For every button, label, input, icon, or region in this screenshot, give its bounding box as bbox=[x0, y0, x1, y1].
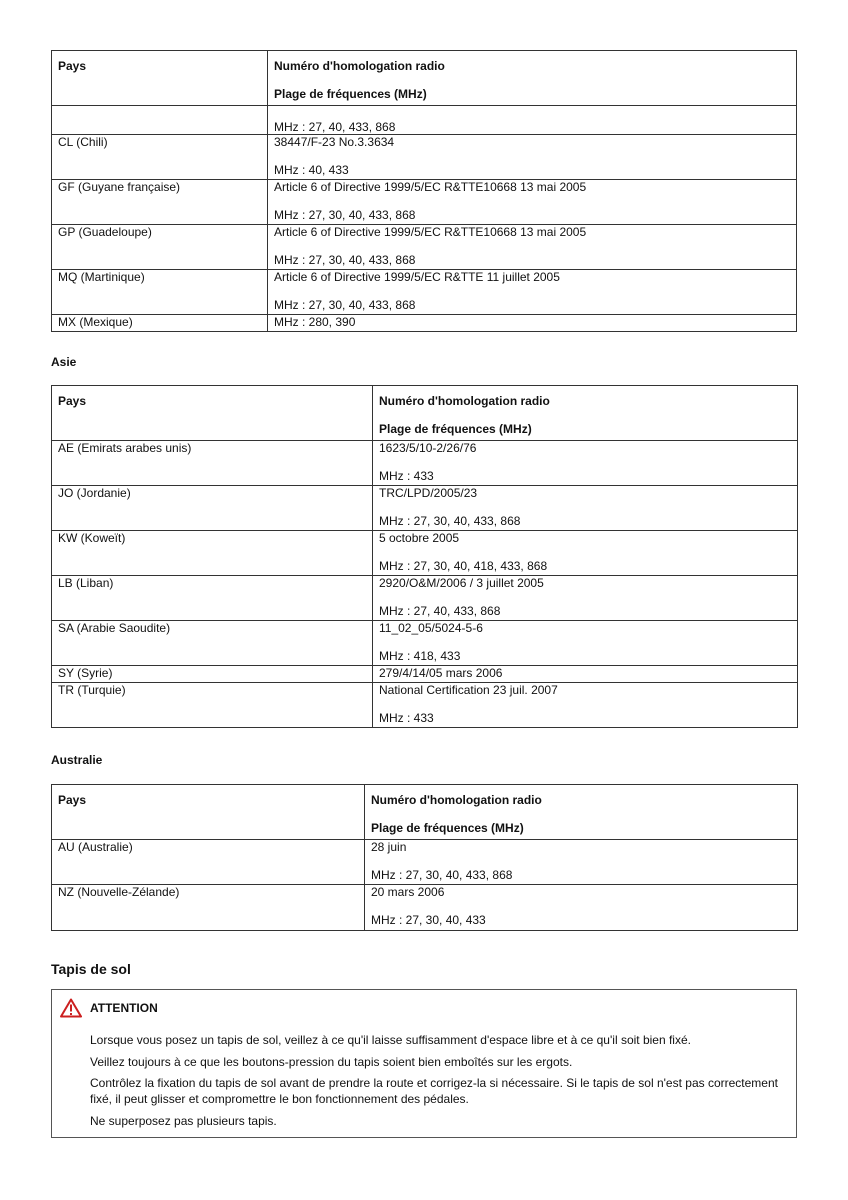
country-cell: SA (Arabie Saoudite) bbox=[52, 621, 373, 666]
table-row bbox=[52, 621, 798, 666]
table-row bbox=[52, 885, 798, 931]
country-cell bbox=[52, 106, 268, 135]
table-row bbox=[52, 180, 797, 225]
warning-triangle-icon bbox=[60, 998, 82, 1018]
country-cell: JO (Jordanie) bbox=[52, 486, 373, 531]
table-row bbox=[52, 531, 798, 576]
table-row bbox=[52, 270, 797, 315]
approval-number-value: Article 6 of Directive 1999/5/EC R&TTE 11 juillet 2005 bbox=[274, 270, 560, 284]
radio-approval-table-australie bbox=[51, 784, 798, 931]
approval-number-value: 28 juin bbox=[371, 840, 407, 854]
frequency-value: MHz : 27, 30, 40, 433, 868 bbox=[371, 868, 513, 882]
frequency-value: MHz : 27, 30, 40, 418, 433, 868 bbox=[379, 559, 548, 573]
country-cell: MX (Mexique) bbox=[52, 315, 268, 332]
approval-number-value: 5 octobre 2005 bbox=[379, 531, 460, 545]
approval-number-value: 279/4/14/05 mars 2006 bbox=[379, 666, 503, 680]
frequency-value: MHz : 27, 30, 40, 433, 868 bbox=[274, 208, 416, 222]
country-cell: AE (Emirats arabes unis) bbox=[52, 441, 373, 486]
approval-cell bbox=[365, 840, 798, 885]
header-frequency-range: Plage de fréquences (MHz) bbox=[379, 422, 532, 436]
attention-paragraph: Veillez toujours à ce que les boutons-pression du tapis soient bien emboîtés sur les ergots. bbox=[90, 1055, 573, 1069]
frequency-value: MHz : 280, 390 bbox=[274, 315, 356, 329]
approval-cell bbox=[373, 441, 798, 486]
frequency-value: MHz : 418, 433 bbox=[379, 649, 461, 663]
approval-cell bbox=[268, 270, 797, 315]
header-frequency-range: Plage de fréquences (MHz) bbox=[274, 87, 427, 101]
approval-number-value: 38447/F-23 No.3.3634 bbox=[274, 135, 395, 149]
frequency-value: MHz : 27, 30, 40, 433, 868 bbox=[379, 514, 521, 528]
table-header-row bbox=[52, 785, 798, 840]
approval-cell bbox=[365, 885, 798, 931]
attention-box bbox=[51, 989, 797, 1138]
table-row bbox=[52, 840, 798, 885]
header-approval bbox=[365, 785, 798, 840]
table-row bbox=[52, 315, 797, 332]
table-header-row bbox=[52, 51, 797, 106]
radio-approval-table-asie bbox=[51, 385, 798, 728]
approval-cell bbox=[373, 531, 798, 576]
approval-cell bbox=[268, 135, 797, 180]
header-country: Pays bbox=[52, 51, 268, 106]
table-row bbox=[52, 683, 798, 728]
table-row bbox=[52, 486, 798, 531]
header-country: Pays bbox=[52, 386, 373, 441]
header-country: Pays bbox=[52, 785, 365, 840]
country-cell: GF (Guyane française) bbox=[52, 180, 268, 225]
attention-paragraph: Lorsque vous posez un tapis de sol, veillez à ce qu'il laisse suffisamment d'espace libre et à ce qu'il soit bien fixé. bbox=[90, 1033, 691, 1047]
approval-number-value: Article 6 of Directive 1999/5/EC R&TTE10668 13 mai 2005 bbox=[274, 225, 587, 239]
country-cell: MQ (Martinique) bbox=[52, 270, 268, 315]
table-row bbox=[52, 666, 798, 683]
table-row bbox=[52, 576, 798, 621]
approval-number-value: 2920/O&M/2006 / 3 juillet 2005 bbox=[379, 576, 544, 590]
section-label-asie: Asie bbox=[51, 355, 77, 369]
header-approval-number: Numéro d'homologation radio bbox=[371, 793, 542, 807]
table-row bbox=[52, 135, 797, 180]
frequency-value: MHz : 433 bbox=[379, 469, 434, 483]
country-cell: LB (Liban) bbox=[52, 576, 373, 621]
section-title-tapis: Tapis de sol bbox=[51, 961, 131, 977]
approval-number-value: 11_02_05/5024-5-6 bbox=[379, 621, 483, 635]
country-cell: CL (Chili) bbox=[52, 135, 268, 180]
country-cell: TR (Turquie) bbox=[52, 683, 373, 728]
frequency-value: MHz : 27, 30, 40, 433 bbox=[371, 913, 486, 927]
frequency-value: MHz : 27, 30, 40, 433, 868 bbox=[274, 298, 416, 312]
section-label-australie: Australie bbox=[51, 753, 103, 767]
approval-number-value: National Certification 23 juil. 2007 bbox=[379, 683, 558, 697]
frequency-value: MHz : 27, 40, 433, 868 bbox=[274, 120, 396, 134]
approval-cell bbox=[373, 666, 798, 683]
approval-cell bbox=[373, 486, 798, 531]
approval-cell bbox=[268, 180, 797, 225]
radio-approval-table-continued bbox=[51, 50, 797, 332]
table-header-row bbox=[52, 386, 798, 441]
approval-cell bbox=[268, 315, 797, 332]
country-cell: KW (Koweït) bbox=[52, 531, 373, 576]
attention-title: ATTENTION bbox=[90, 1001, 158, 1015]
attention-paragraph: Contrôlez la fixation du tapis de sol avant de prendre la route et corrigez-la si nécessaire. Si le tapis de sol n'est pas correctement fixé, il peut glisser et compromettre le bon fonctionnement des pédales. bbox=[90, 1076, 778, 1106]
header-approval-number: Numéro d'homologation radio bbox=[379, 394, 550, 408]
table-row bbox=[52, 225, 797, 270]
frequency-value: MHz : 27, 40, 433, 868 bbox=[379, 604, 501, 618]
approval-number-value: 1623/5/10-2/26/76 bbox=[379, 441, 477, 455]
approval-number-value: TRC/LPD/2005/23 bbox=[379, 486, 478, 500]
frequency-value: MHz : 27, 30, 40, 433, 868 bbox=[274, 253, 416, 267]
approval-cell bbox=[373, 621, 798, 666]
header-approval bbox=[373, 386, 798, 441]
frequency-value: MHz : 40, 433 bbox=[274, 163, 349, 177]
approval-number-value: 20 mars 2006 bbox=[371, 885, 445, 899]
attention-paragraph: Ne superposez pas plusieurs tapis. bbox=[90, 1114, 277, 1128]
table-row bbox=[52, 106, 797, 135]
frequency-value: MHz : 433 bbox=[379, 711, 434, 725]
header-approval bbox=[268, 51, 797, 106]
table-row bbox=[52, 441, 798, 486]
approval-cell bbox=[373, 576, 798, 621]
approval-cell bbox=[268, 106, 797, 135]
approval-number-value: Article 6 of Directive 1999/5/EC R&TTE10668 13 mai 2005 bbox=[274, 180, 587, 194]
country-cell: GP (Guadeloupe) bbox=[52, 225, 268, 270]
approval-cell bbox=[268, 225, 797, 270]
country-cell: NZ (Nouvelle-Zélande) bbox=[52, 885, 365, 931]
country-cell: SY (Syrie) bbox=[52, 666, 373, 683]
country-cell: AU (Australie) bbox=[52, 840, 365, 885]
header-frequency-range: Plage de fréquences (MHz) bbox=[371, 821, 524, 835]
approval-cell bbox=[373, 683, 798, 728]
header-approval-number: Numéro d'homologation radio bbox=[274, 59, 445, 73]
